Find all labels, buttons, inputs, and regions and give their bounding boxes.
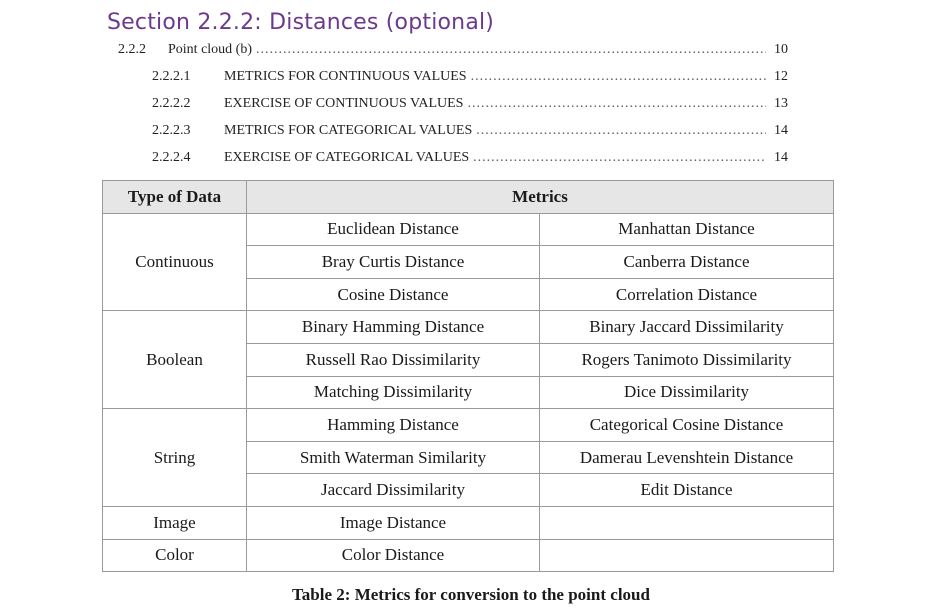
metric-cell: [540, 506, 834, 539]
metric-cell: [540, 539, 834, 572]
table-caption: Table 2: Metrics for conversion to the point cloud: [292, 585, 650, 604]
metric-cell: Manhattan Distance: [540, 213, 834, 246]
metric-cell: Rogers Tanimoto Dissimilarity: [540, 343, 834, 376]
metric-cell: Categorical Cosine Distance: [540, 409, 834, 442]
toc-entry-page: 13: [774, 96, 788, 111]
toc-entry: [152, 123, 788, 139]
table-row: [103, 409, 834, 442]
data-type-cell: Boolean: [103, 311, 247, 409]
metric-cell: Binary Hamming Distance: [247, 311, 540, 344]
metric-cell: Dice Dissimilarity: [540, 376, 834, 409]
metric-cell: Image Distance: [247, 506, 540, 539]
metric-cell: Canberra Distance: [540, 246, 834, 279]
metric-cell: Smith Waterman Similarity: [247, 441, 540, 474]
toc-entry-title: EXERCISE OF CONTINUOUS VALUES: [224, 96, 464, 111]
metric-cell: Color Distance: [247, 539, 540, 572]
table-header-row: [103, 181, 834, 214]
header-metrics: Metrics: [247, 181, 834, 214]
toc-entry-title: EXERCISE OF CATEGORICAL VALUES: [224, 150, 470, 165]
data-type-cell: String: [103, 409, 247, 507]
metric-cell: Edit Distance: [540, 474, 834, 507]
table-row: [103, 539, 834, 572]
metrics-table: [102, 180, 834, 572]
toc-entry: [152, 150, 788, 166]
toc-entry-page: 12: [774, 69, 788, 84]
metric-cell: Damerau Levenshtein Distance: [540, 441, 834, 474]
metric-cell: Russell Rao Dissimilarity: [247, 343, 540, 376]
toc-entry-number: 2.2.2.3: [152, 123, 191, 138]
toc-entry-title: METRICS FOR CONTINUOUS VALUES: [224, 69, 467, 84]
toc-entry: [118, 42, 788, 58]
metric-cell: Hamming Distance: [247, 409, 540, 442]
metric-cell: Cosine Distance: [247, 278, 540, 311]
table-row: [103, 213, 834, 246]
metric-cell: Jaccard Dissimilarity: [247, 474, 540, 507]
header-type-of-data: Type of Data: [103, 181, 247, 214]
table-row: [103, 311, 834, 344]
toc-leader-dots: [467, 96, 766, 112]
toc-entry-title: METRICS FOR CATEGORICAL VALUES: [224, 123, 473, 138]
metric-cell: Euclidean Distance: [247, 213, 540, 246]
metric-cell: Matching Dissimilarity: [247, 376, 540, 409]
toc-entry-title: Point cloud (b): [168, 42, 252, 57]
toc-entry-number: 2.2.2: [118, 42, 146, 57]
toc-leader-dots: [256, 42, 766, 58]
data-type-cell: Image: [103, 506, 247, 539]
toc-entry-page: 10: [774, 42, 788, 57]
toc-entry-number: 2.2.2.4: [152, 150, 191, 165]
slide-title: Section 2.2.2: Distances (optional): [107, 10, 495, 35]
toc-leader-dots: [473, 150, 766, 166]
toc-entry-page: 14: [774, 123, 788, 138]
toc-leader-dots: [471, 69, 766, 85]
data-type-cell: Continuous: [103, 213, 247, 311]
toc-entry-page: 14: [774, 150, 788, 165]
data-type-cell: Color: [103, 539, 247, 572]
metric-cell: Binary Jaccard Dissimilarity: [540, 311, 834, 344]
toc-entry: [152, 69, 788, 85]
table-row: [103, 506, 834, 539]
toc-entry-number: 2.2.2.1: [152, 69, 191, 84]
metric-cell: Bray Curtis Distance: [247, 246, 540, 279]
toc-entry: [152, 96, 788, 112]
toc-entry-number: 2.2.2.2: [152, 96, 191, 111]
toc-leader-dots: [476, 123, 766, 139]
metric-cell: Correlation Distance: [540, 278, 834, 311]
